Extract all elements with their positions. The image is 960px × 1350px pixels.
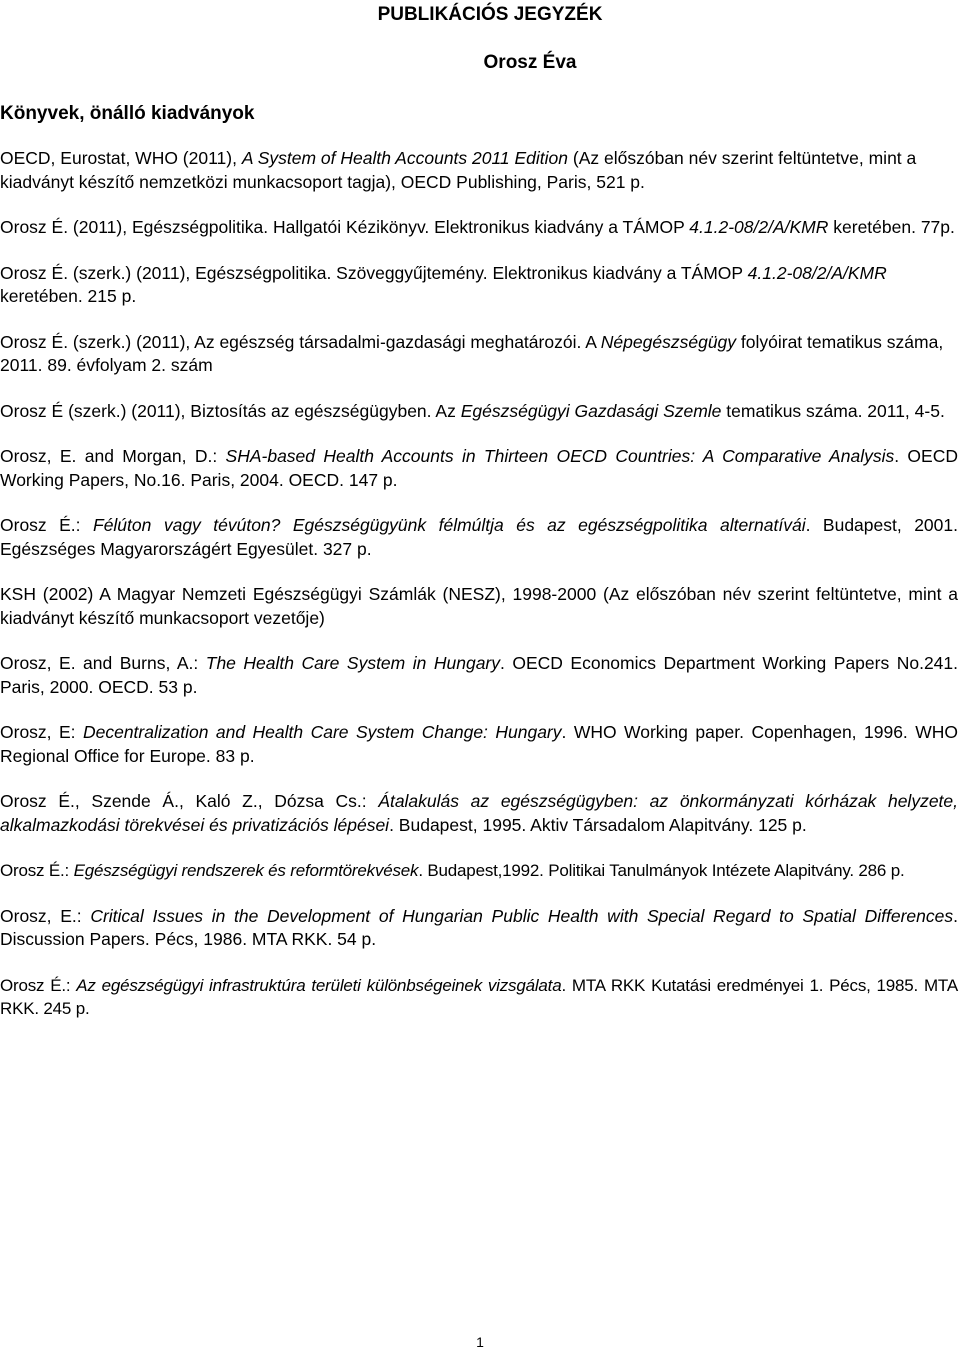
entry-text: Orosz É., Szende Á., Kaló Z., Dózsa Cs.:: [0, 791, 379, 811]
entry-text: Orosz É.:: [0, 975, 77, 995]
publication-entry: [0, 859, 958, 883]
author-name: Orosz Éva: [483, 52, 577, 73]
entry-title-italic: Egészségügyi rendszerek és reformtörekvések: [73, 861, 419, 880]
entry-text: Orosz, E. and Morgan, D.:: [0, 446, 226, 466]
entry-text: Orosz É. (szerk.) (2011), Az egészség társadalmi-gazdasági meghatározói. A: [0, 331, 601, 352]
entry-text: . Budapest, 1995. Aktiv Társadalom Alapitvány. 125 p.: [389, 814, 807, 835]
publication-entry: [0, 514, 958, 561]
entry-text: . MTA RKK Kutatási eredményei 1. Pécs, 1985. MTA RKK. 245 p.: [0, 975, 958, 1018]
section-heading: Könyvek, önálló kiadványok: [0, 103, 255, 124]
entry-text: . OECD Economics Department Working Papers No.241. Paris, 2000. OECD. 53 p.: [0, 653, 959, 697]
entry-text: OECD, Eurostat, WHO (2011),: [0, 148, 242, 168]
entry-title-italic: Népegészségügy: [600, 331, 737, 352]
entry-title-italic: Critical Issues in the Development of Hungarian Public Health with Special Regard to Spatial Differences: [90, 905, 954, 926]
entry-text: . Budapest, 2001. Egészséges Magyarországért Egyesület. 327 p.: [0, 515, 958, 559]
entry-text: Orosz É (szerk.) (2011), Biztosítás az egészségügyben. Az: [0, 400, 461, 421]
publication-entry: [0, 147, 958, 194]
entry-text: Orosz É. (szerk.) (2011), Egészségpolitika. Szöveggyűjtemény. Elektronikus kiadvány a TÁMOP: [0, 262, 748, 283]
entry-title-italic: Decentralization and Health Care System Change: Hungary: [82, 722, 562, 742]
publication-entry: [0, 652, 958, 699]
entry-title-italic: The Health Care System in Hungary: [205, 653, 500, 673]
entry-text: Orosz É. (2011), Egészségpolitika. Hallgatói Kézikönyv. Elektronikus kiadvány a TÁMOP: [0, 217, 690, 237]
entry-title-italic: Félúton vagy tévúton? Egészségügyünk félmúltja és az egészségpolitika alternatívái: [93, 515, 806, 535]
entry-title-italic: 4.1.2-08/2/A/KMR: [747, 262, 887, 283]
entry-text: . Budapest,1992. Politikai Tanulmányok Intézete Alapitvány. 286 p.: [418, 861, 905, 880]
entry-text: Orosz, E. and Burns, A.:: [0, 653, 206, 673]
publication-entry: [0, 216, 958, 240]
publication-entry: [0, 400, 958, 424]
entry-title-italic: 4.1.2-08/2/A/KMR: [689, 217, 829, 237]
entry-text: keretében. 215 p.: [0, 286, 137, 306]
publication-entry: [0, 583, 958, 630]
entry-title-italic: Az egészségügyi infrastruktúra területi különbségeinek vizsgálata: [76, 975, 562, 995]
entry-text: . WHO Working paper. Copenhagen, 1996. WHO Regional Office for Europe. 83 p.: [0, 722, 958, 766]
entry-title-italic: Egészségügyi Gazdasági Szemle: [460, 400, 722, 421]
document-title: PUBLIKÁCIÓS JEGYZÉK: [377, 4, 603, 25]
entry-text: (Az előszóban név szerint feltüntetve, mint a kiadványt készítő nemzetközi munkacsoport tagja), OECD Publishing, Paris, 521 p.: [0, 148, 917, 192]
entry-text: Orosz É.:: [0, 515, 93, 535]
entry-text: . OECD Working Papers, No.16. Paris, 2004. OECD. 147 p.: [0, 446, 958, 490]
publication-entry: [0, 721, 958, 768]
entry-text: keretében. 77p.: [828, 217, 955, 237]
entry-title-italic: SHA-based Health Accounts in Thirteen OECD Countries: A Comparative Analysis: [225, 446, 895, 466]
publication-entry: [0, 974, 958, 1021]
entry-title-italic: A System of Health Accounts 2011 Edition: [241, 148, 569, 168]
entry-text: Orosz, E.:: [0, 905, 91, 926]
entry-text: tematikus száma. 2011, 4-5.: [721, 400, 945, 421]
publication-entry: [0, 331, 958, 378]
page-number: 1: [476, 1334, 484, 1350]
entry-text: folyóirat tematikus száma, 2011. 89. évfolyam 2. szám: [0, 331, 944, 375]
entry-text: . Discussion Papers. Pécs, 1986. MTA RKK. 54 p.: [0, 905, 958, 949]
publication-entry: [0, 262, 958, 309]
entry-text: KSH (2002) A Magyar Nemzeti Egészségügyi Számlák (NESZ), 1998-2000 (Az előszóban név szerint feltüntetve, mint a kiadványt készítő munkacsoport vezetője): [0, 584, 958, 628]
entry-text: Orosz, E:: [0, 722, 83, 742]
publication-entry: [0, 790, 958, 837]
publication-entry: [0, 905, 958, 952]
publication-list: [0, 147, 958, 1043]
entry-text: Orosz É.:: [0, 861, 74, 880]
entry-title-italic: Átalakulás az egészségügyben: az önkormányzati kórházak helyzete, alkalmazkodási törekvései és privatizációs lépései: [0, 791, 959, 835]
publication-entry: [0, 445, 958, 492]
